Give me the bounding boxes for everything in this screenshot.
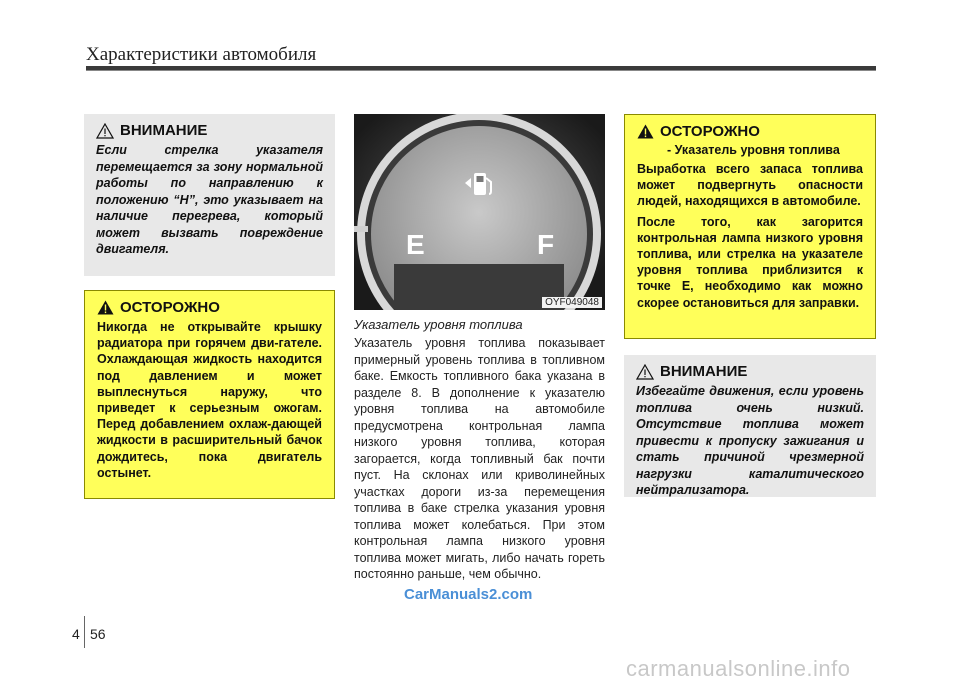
right-attention-title: ВНИМАНИЕ — [660, 363, 748, 380]
section-number: 4 — [72, 626, 80, 642]
fuel-gauge-photo — [354, 114, 605, 310]
left-attention-text: Если стрелка указателя перемещается за зону нормальной работы по направлению к положению “H”, это указывает на наличие перегрева, который может вызвать повреждение двигателя. — [96, 143, 323, 256]
warning-outline-icon — [96, 123, 114, 139]
gauge-full-label: F — [537, 229, 555, 260]
figure-code: OYF049048 — [542, 297, 602, 308]
gauge-empty-label: E — [406, 229, 425, 260]
right-caution-paragraph-2: После того, как загорится контрольная лампа низкого уровня топлива, или стрелка на указателе уровня топлива приблизится к точке E, необходимо как можно скорее остановиться для заправки. — [637, 214, 863, 310]
right-attention-text: Избегайте движения, если уровень топлива очень низкий. Отсутствие топлива может привести к пропуску зажигания и стать причиной чрезмерной нагрузки каталитического нейтрализатора. — [636, 384, 864, 497]
site-watermark: carmanualsonline.info — [626, 656, 851, 681]
carmanuals-link[interactable]: CarManuals2.com — [404, 586, 533, 603]
warning-outline-icon — [636, 364, 654, 380]
right-caution-paragraph-1: Выработка всего запаса топлива может подвергнуть опасности людей, находящихся в автомобиле. — [637, 162, 863, 209]
left-caution-box — [84, 290, 335, 499]
page-number: 56 — [90, 626, 106, 642]
page-separator — [84, 616, 85, 648]
page-header-title: Характеристики автомобиля — [86, 44, 317, 65]
fuel-gauge-description: Указатель уровня топлива показывает примерный уровень топлива в топливном баке. Емкость топливного бака указана в разделе 8. В дополнение к указателю уровня топлива на автомобиле предусмотрена контрольная лампа низкого уровня топлива, которая загорается, когда топливный бак почти пуст. На склонах или криволинейных участках дороги из-за перемещения топлива в баке стрелка указания уровня топлива может колебаться. При этом контрольная лампа низкого уровня топлива может мигать, либо начать гореть постоянно раньше, чем обычно. — [354, 336, 605, 581]
fuel-pump-icon — [462, 169, 496, 201]
left-caution-text: Никогда не открывайте крышку радиатора при горячем дви-гателе. Охлаждающая жидкость находится под давлением и может выплеснуться наружу, что приведет к серьезным ожогам. Перед добавлением охлаж-дающей жидкости в расширительный бачок дождитесь, пока двигатель остынет. — [97, 320, 322, 480]
figure-caption: Указатель уровня топлива — [354, 317, 523, 332]
warning-filled-icon — [637, 124, 654, 139]
left-caution-title: ОСТОРОЖНО — [120, 299, 220, 316]
left-attention-title: ВНИМАНИЕ — [120, 122, 208, 139]
right-caution-box — [624, 114, 876, 339]
right-caution-subtitle: - Указатель уровня топлива — [667, 143, 840, 157]
right-caution-title: ОСТОРОЖНО — [660, 123, 760, 140]
right-attention-box — [624, 355, 876, 497]
left-attention-box — [84, 114, 335, 276]
header-rule — [86, 66, 876, 70]
fuel-gauge-illustration — [354, 114, 605, 310]
warning-filled-icon — [97, 300, 114, 315]
